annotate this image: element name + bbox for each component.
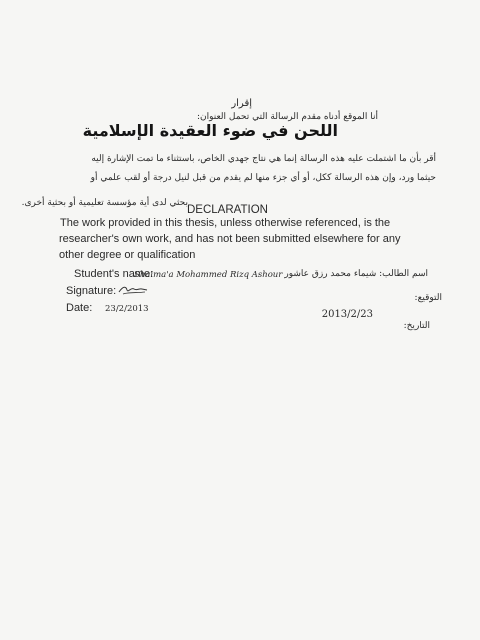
arabic-declaration-line-1: أقر بأن ما اشتملت عليه هذه الرسالة إنما هي نتاج جهدي الخاص، باستثناء ما تمت الإشارة إليه (91, 154, 436, 164)
arabic-date-label: التاريخ: (403, 321, 430, 331)
thesis-title: اللحن في ضوء العقيدة الإسلامية (82, 121, 338, 140)
arabic-student-name: اسم الطالب: شيماء محمد رزق عاشور (284, 269, 428, 279)
arabic-date-value: 2013/2/23 (321, 309, 373, 320)
date-label: Date: (66, 302, 93, 314)
student-name-value: Shaima'a Mohammed Rizq Ashour (134, 270, 283, 280)
arabic-declaration-line-2: حيثما ورد، وإن هذه الرسالة ككل، أو أي جزء منها لم يقدم من قبل لنيل درجة أو لقب علمي أو (90, 173, 436, 183)
declaration-line-3: other degree or qualification (59, 249, 196, 261)
date-value: 23/2/2013 (105, 304, 149, 314)
student-name-label: Student's name: (74, 268, 154, 280)
arabic-heading: إقرار (231, 98, 252, 109)
declaration-title: DECLARATION (187, 204, 268, 216)
declaration-line-1: The work provided in this thesis, unless otherwise referenced, is the (60, 217, 391, 229)
signature-label: Signature: (66, 285, 117, 297)
arabic-intro: أنا الموقع أدناه مقدم الرسالة التي تحمل العنوان: (196, 112, 378, 122)
declaration-line-2: researcher's own work, and has not been submitted elsewhere for any (59, 233, 401, 245)
arabic-signature-label: التوقيع: (414, 293, 442, 303)
handwritten-signature (117, 283, 149, 297)
arabic-declaration-line-3: بحثي لدى أية مؤسسة تعليمية أو بحثية أخرى. (21, 198, 188, 208)
